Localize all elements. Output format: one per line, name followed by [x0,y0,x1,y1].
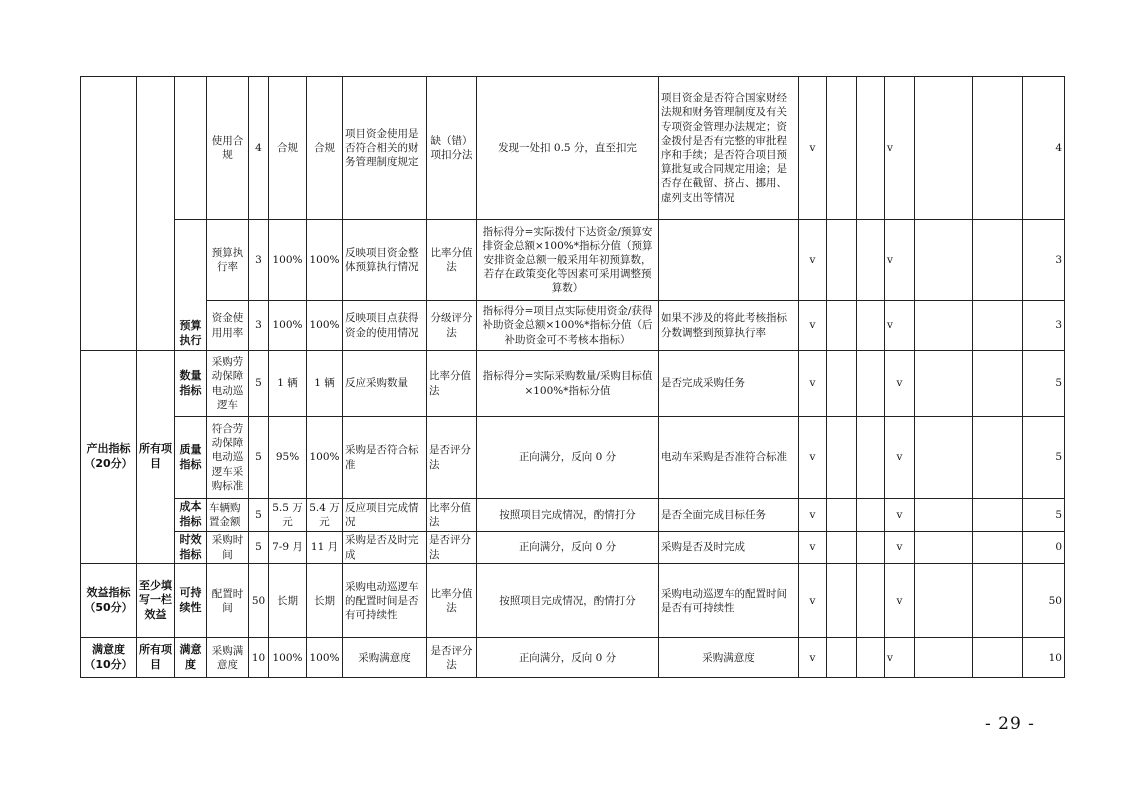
actual-cell: 1 辆 [307,351,343,417]
blank-cell [915,301,973,351]
table-row [81,351,1065,417]
mark1-cell: v [799,564,827,638]
blank-cell [973,220,1023,301]
target-cell: 7-9 月 [269,531,307,564]
target-cell: 100% [269,220,307,301]
score-cell: 5 [1023,417,1065,499]
blank-cell [973,564,1023,638]
meaning-cell: 采购满意度 [343,638,427,678]
mark2-cell: v [885,564,915,638]
weight-cell: 5 [249,351,269,417]
level1-cell: 满意度（10分） [81,638,137,678]
level2-cell: 成本指标 [175,499,207,532]
level2-cell: 可持续性 [175,564,207,638]
table-row [81,564,1065,638]
blank-cell [973,638,1023,678]
mark2-cell: v [885,351,915,417]
meaning-cell: 采购是否及时完成 [343,531,427,564]
blank-cell [857,638,885,678]
blank-cell [973,77,1023,220]
score-cell: 3 [1023,301,1065,351]
score-cell: 4 [1023,77,1065,220]
method-cell: 是否评分法 [427,417,477,499]
method-cell: 缺（错）项扣分法 [427,77,477,220]
standard-cell: 指标得分=项目点实际使用资金/获得补助资金总额×100%*指标分值（后补助资金可不考核本指标） [477,301,659,351]
blank-cell [973,351,1023,417]
level1b-cell: 所有项目 [137,351,175,564]
mark2-cell: v [885,77,915,220]
weight-cell: 4 [249,77,269,220]
table-row [81,638,1065,678]
standard-cell: 正向满分，反向 0 分 [477,638,659,678]
mark1-cell: v [799,77,827,220]
level2-cell [175,77,207,220]
mark1-cell: v [799,531,827,564]
target-cell: 100% [269,301,307,351]
level1-cell: 效益指标（50分） [81,564,137,638]
level3-cell: 采购劳动保障电动巡逻车 [207,351,249,417]
blank-cell [857,351,885,417]
target-cell: 1 辆 [269,351,307,417]
level1b-cell: 至少填写一栏效益 [137,564,175,638]
standard-cell: 正向满分，反向 0 分 [477,417,659,499]
performance-table [80,76,1065,678]
method-cell: 是否评分法 [427,638,477,678]
table-row [81,301,1065,351]
level2-cell: 满意度 [175,638,207,678]
table-row [81,417,1065,499]
blank-cell [827,531,857,564]
actual-cell: 11 月 [307,531,343,564]
method-cell: 比率分值法 [427,220,477,301]
note-cell: 采购电动巡逻车的配置时间是否有可持续性 [659,564,799,638]
method-cell: 比率分值法 [427,499,477,532]
blank-cell [973,531,1023,564]
weight-cell: 5 [249,531,269,564]
note-cell: 如果不涉及的将此考核指标分数调整到预算执行率 [659,301,799,351]
blank-cell [857,417,885,499]
standard-cell: 发现一处扣 0.5 分，直至扣完 [477,77,659,220]
blank-cell [915,77,973,220]
page-number: - 29 - [985,714,1035,734]
blank-cell [857,77,885,220]
meaning-cell: 反应采购数量 [343,351,427,417]
weight-cell: 50 [249,564,269,638]
actual-cell: 100% [307,301,343,351]
blank-cell [827,638,857,678]
mark1-cell: v [799,499,827,532]
blank-cell [973,301,1023,351]
table-row [81,531,1065,564]
blank-cell [857,499,885,532]
score-cell: 0 [1023,531,1065,564]
blank-cell [827,564,857,638]
actual-cell: 100% [307,220,343,301]
standard-cell: 按照项目完成情况，酌情打分 [477,564,659,638]
score-cell: 5 [1023,499,1065,532]
meaning-cell: 采购是否符合标准 [343,417,427,499]
weight-cell: 3 [249,220,269,301]
actual-cell: 合规 [307,77,343,220]
level1b-cell [137,77,175,351]
level2-cell: 时效指标 [175,531,207,564]
blank-cell [857,301,885,351]
mark1-cell: v [799,638,827,678]
weight-cell: 5 [249,499,269,532]
target-cell: 长期 [269,564,307,638]
mark1-cell: v [799,417,827,499]
standard-cell: 指标得分=实际拨付下达资金/预算安排资金总额×100%*指标分值（预算安排资金总额一般采用年初预算数，若存在政策变化等因素可采用调整预算数） [477,220,659,301]
standard-cell: 指标得分=实际采购数量/采购目标值×100%*指标分值 [477,351,659,417]
level2-cell: 质量指标 [175,417,207,499]
blank-cell [915,220,973,301]
score-cell: 5 [1023,351,1065,417]
level3-cell: 使用合规 [207,77,249,220]
standard-cell: 按照项目完成情况，酌情打分 [477,499,659,532]
method-cell: 是否评分法 [427,531,477,564]
blank-cell [915,351,973,417]
note-cell: 采购满意度 [659,638,799,678]
level3-cell: 配置时间 [207,564,249,638]
blank-cell [857,531,885,564]
note-cell: 是否全面完成目标任务 [659,499,799,532]
mark1-cell: v [799,220,827,301]
blank-cell [915,531,973,564]
meaning-cell: 反应项目完成情况 [343,499,427,532]
mark2-cell: v [885,220,915,301]
score-cell: 10 [1023,638,1065,678]
target-cell: 95% [269,417,307,499]
note-cell: 采购是否及时完成 [659,531,799,564]
level3-cell: 符合劳动保障电动巡逻车采购标准 [207,417,249,499]
note-cell: 是否完成采购任务 [659,351,799,417]
mark1-cell: v [799,301,827,351]
meaning-cell: 采购电动巡逻车的配置时间是否有可持续性 [343,564,427,638]
meaning-cell: 反映项目资金整体预算执行情况 [343,220,427,301]
blank-cell [973,417,1023,499]
table-row [81,77,1065,220]
blank-cell [915,417,973,499]
standard-cell: 正向满分，反向 0 分 [477,531,659,564]
actual-cell: 5.4 万元 [307,499,343,532]
weight-cell: 10 [249,638,269,678]
blank-cell [915,499,973,532]
mark2-cell: v [885,499,915,532]
blank-cell [827,499,857,532]
blank-cell [827,417,857,499]
actual-cell: 长期 [307,564,343,638]
level2-cell: 预算执行 [175,220,207,351]
target-cell: 合规 [269,77,307,220]
mark2-cell: v [885,417,915,499]
blank-cell [857,220,885,301]
blank-cell [915,564,973,638]
meaning-cell: 反映项目点获得资金的使用情况 [343,301,427,351]
blank-cell [915,638,973,678]
level1-cell [81,77,137,351]
mark2-cell: v [885,638,915,678]
note-cell [659,220,799,301]
score-cell: 3 [1023,220,1065,301]
level3-cell: 采购时间 [207,531,249,564]
level1b-cell: 所有项目 [137,638,175,678]
weight-cell: 5 [249,417,269,499]
method-cell: 比率分值法 [427,564,477,638]
meaning-cell: 项目资金使用是否符合相关的财务管理制度规定 [343,77,427,220]
target-cell: 5.5 万元 [269,499,307,532]
note-cell: 电动车采购是否准符合标准 [659,417,799,499]
table-row [81,499,1065,532]
mark1-cell: v [799,351,827,417]
target-cell: 100% [269,638,307,678]
method-cell: 分级评分法 [427,301,477,351]
actual-cell: 100% [307,417,343,499]
level2-cell: 数量指标 [175,351,207,417]
blank-cell [827,351,857,417]
level1-cell: 产出指标（20分） [81,351,137,564]
mark2-cell: v [885,301,915,351]
blank-cell [827,77,857,220]
level3-cell: 采购满意度 [207,638,249,678]
method-cell: 比率分值法 [427,351,477,417]
level3-cell: 预算执行率 [207,220,249,301]
level3-cell: 资金使用用率 [207,301,249,351]
blank-cell [827,301,857,351]
table-row [81,220,1065,301]
note-cell: 项目资金是否符合国家财经法规和财务管理制度及有关专项资金管理办法规定；资金拨付是否有完整的审批程序和手续；是否符合项目预算批复或合同规定用途；是否存在截留、挤占、挪用、虚列支出等情况 [659,77,799,220]
blank-cell [827,220,857,301]
mark2-cell: v [885,531,915,564]
level3-cell: 车辆购置金额 [207,499,249,532]
score-cell: 50 [1023,564,1065,638]
blank-cell [857,564,885,638]
blank-cell [973,499,1023,532]
actual-cell: 100% [307,638,343,678]
weight-cell: 3 [249,301,269,351]
